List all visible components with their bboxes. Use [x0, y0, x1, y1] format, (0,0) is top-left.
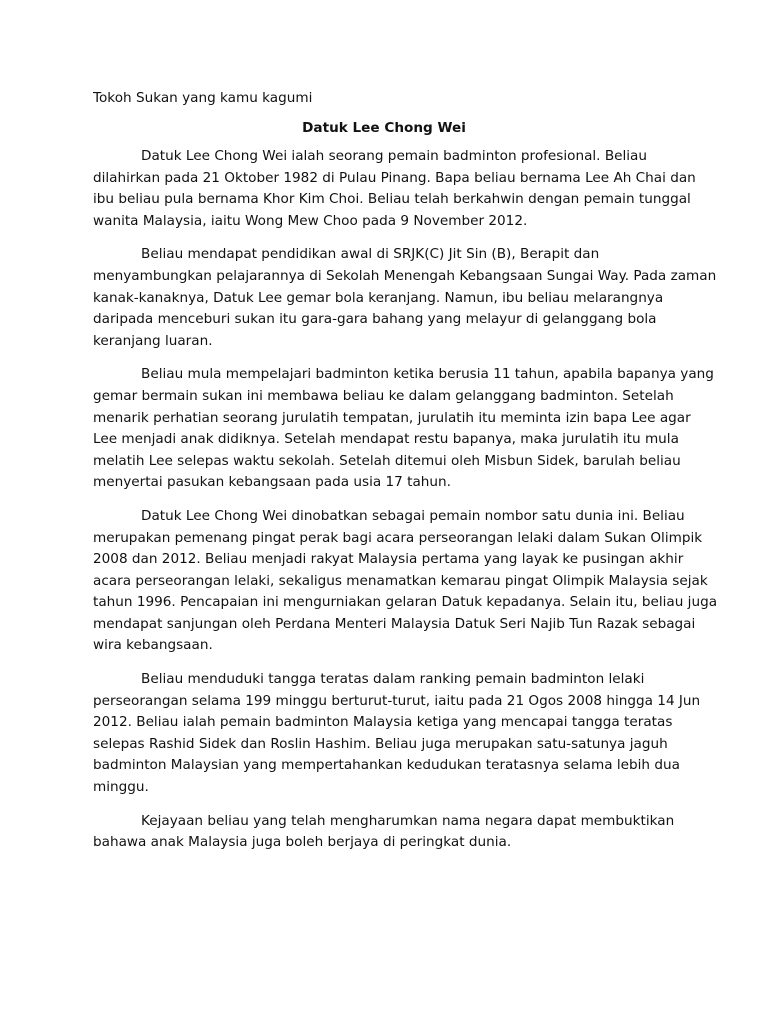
- paragraph-line: menarik perhatian seorang jurulatih tempatan, jurulatih itu meminta izin bapa Lee agar: [93, 409, 691, 426]
- paragraph-line: Datuk Lee Chong Wei ialah seorang pemain badminton profesional. Beliau: [141, 148, 648, 164]
- paragraph: [93, 244, 717, 352]
- paragraph-line: gemar bermain sukan ini membawa beliau ke dalam gelanggang badminton. Setelah: [93, 387, 674, 404]
- paragraph-line: menyertai pasukan kebangsaan pada usia 17 tahun.: [93, 474, 451, 491]
- paragraph-line: selepas Rashid Sidek dan Roslin Hashim. Beliau juga merupakan satu-satunya jaguh: [93, 735, 668, 752]
- paragraph-line: tahun 1996. Pencapaian ini mengurniakan gelaran Datuk kepadanya. Selain itu, beliau juga: [93, 594, 718, 611]
- paragraph: [93, 506, 718, 657]
- paragraph-line: wanita Malaysia, iaitu Wong Mew Choo pada 9 November 2012.: [93, 212, 528, 229]
- paragraph-line: kanak-kanaknya, Datuk Lee gemar bola keranjang. Namun, ibu beliau melarangnya: [93, 289, 664, 306]
- paragraph-line: wira kebangsaan.: [93, 637, 213, 654]
- paragraph: [93, 811, 681, 854]
- paragraph-line: Beliau mula mempelajari badminton ketika berusia 11 tahun, apabila bapanya yang: [141, 366, 714, 383]
- paragraph-line: merupakan pemenang pingat perak bagi acara perseorangan lelaki dalam Sukan Olimpik: [93, 529, 703, 546]
- document-body: [93, 146, 718, 866]
- paragraph-line: Lee menjadi anak didiknya. Setelah mendapat restu bapanya, maka jurulatih itu mula: [93, 431, 679, 448]
- paragraph: [93, 364, 714, 494]
- paragraph-line: mendapat sanjungan oleh Perdana Menteri Malaysia Datuk Seri Najib Tun Razak sebagai: [93, 615, 696, 632]
- document-title: Datuk Lee Chong Wei: [302, 120, 466, 136]
- document-heading: Tokoh Sukan yang kamu kagumi: [93, 90, 313, 106]
- paragraph-line: Datuk Lee Chong Wei dinobatkan sebagai pemain nombor satu dunia ini. Beliau: [141, 507, 685, 524]
- paragraph-line: Kejayaan beliau yang telah mengharumkan nama negara dapat membuktikan: [141, 812, 675, 829]
- paragraph-line: melatih Lee selepas waktu sekolah. Setelah ditemui oleh Misbun Sidek, barulah beliau: [93, 452, 681, 469]
- paragraph-line: minggu.: [93, 779, 149, 796]
- paragraph-line: dilahirkan pada 21 Oktober 1982 di Pulau Pinang. Bapa beliau bernama Lee Ah Chai dan: [93, 169, 696, 186]
- paragraph-line: bahawa anak Malaysia juga boleh berjaya di peringkat dunia.: [93, 834, 512, 851]
- paragraph-line: keranjang luaran.: [93, 332, 213, 349]
- paragraph-line: 2012. Beliau ialah pemain badminton Malaysia ketiga yang mencapai tangga teratas: [93, 714, 673, 731]
- paragraph-line: Beliau mendapat pendidikan awal di SRJK(C) Jit Sin (B), Berapit dan: [141, 246, 600, 263]
- paragraph-line: Beliau menduduki tangga teratas dalam ranking pemain badminton lelaki: [141, 671, 645, 688]
- paragraph: [93, 146, 696, 232]
- paragraph-line: 2008 dan 2012. Beliau menjadi rakyat Malaysia pertama yang layak ke pusingan akhir: [93, 551, 684, 568]
- paragraph: [93, 669, 701, 799]
- paragraph-line: menyambungkan pelajarannya di Sekolah Menengah Kebangsaan Sungai Way. Pada zaman: [93, 267, 717, 284]
- paragraph-line: badminton Malaysian yang mempertahankan kedudukan teratasnya selama lebih dua: [93, 757, 680, 774]
- paragraph-line: daripada menceburi sukan itu gara-gara bahang yang melayur di gelanggang bola: [93, 311, 657, 328]
- paragraph-line: ibu beliau pula bernama Khor Kim Choi. Beliau telah berkahwin dengan pemain tunggal: [93, 191, 691, 208]
- paragraph-line: acara perseorangan lelaki, sekaligus menamatkan kemarau pingat Olimpik Malaysia sejak: [93, 572, 708, 589]
- paragraph-line: perseorangan selama 199 minggu berturut-turut, iaitu pada 21 Ogos 2008 hingga 14 Jun: [93, 692, 701, 709]
